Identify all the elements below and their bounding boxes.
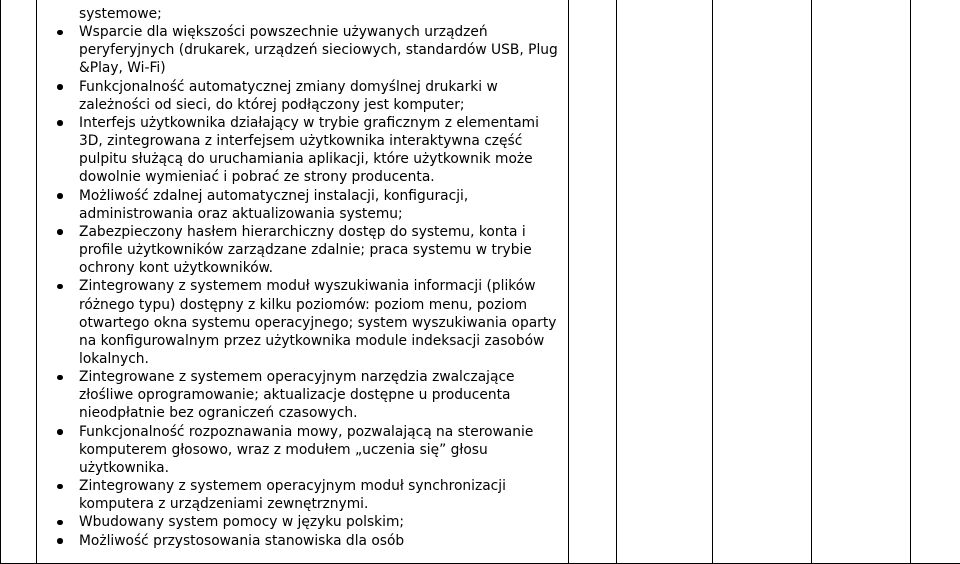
empty-cell (617, 0, 713, 564)
list-item (57, 277, 564, 368)
list-item-text: Zintegrowany z systemem moduł wyszukiwania informacji (plików różnego typu) dostępny z kilku poziomów: poziom menu, poziom otwartego okna systemu operacyjnego; system wyszukiwania oparty na konfigurowalnym przez użytkownika module indeksacji zasobów lokalnych. (79, 277, 564, 368)
list-item (57, 513, 564, 531)
lp-cell (1, 0, 37, 564)
list-item-text: Zintegrowany z systemem operacyjnym moduł synchronizacji komputera z urządzeniami zewnętrznymi. (79, 477, 564, 513)
list-item-text: Funkcjonalność rozpoznawania mowy, pozwalającą na sterowanie komputerem głosowo, wraz z modułem „uczenia się” głosu użytkownika. (79, 423, 564, 477)
list-item-text: Możliwość zdalnej automatycznej instalacji, konfiguracji, administrowania oraz aktualizowania systemu; (79, 187, 564, 223)
list-item (57, 223, 564, 277)
list-item (57, 368, 564, 422)
list-item-text: Wbudowany system pomocy w języku polskim; (79, 513, 564, 531)
requirements-list (57, 5, 564, 550)
list-item-text: systemowe; (79, 5, 564, 23)
list-item-text: Możliwość przystosowania stanowiska dla osób (79, 532, 564, 550)
list-item (57, 23, 564, 77)
empty-cell (713, 0, 812, 564)
list-item-text: Interfejs użytkownika działający w trybie graficznym z elementami 3D, zintegrowana z interfejsem użytkownika interaktywna część pulpitu służącą do uruchamiania aplikacji, które użytkownik może dowolnie wymieniać i pobrać ze strony producenta. (79, 114, 564, 187)
requirements-cell (37, 0, 569, 564)
list-item-text: Zabezpieczony hasłem hierarchiczny dostęp do systemu, konta i profile użytkowników zarządzane zdalnie; praca systemu w trybie ochrony kont użytkowników. (79, 223, 564, 277)
empty-cell (812, 0, 911, 564)
list-item (57, 5, 564, 23)
list-item (57, 78, 564, 114)
list-item-text: Zintegrowane z systemem operacyjnym narzędzia zwalczające złośliwe oprogramowanie; aktualizacje dostępne u producenta nieodpłatnie bez ograniczeń czasowych. (79, 368, 564, 422)
list-item-text: Wsparcie dla większości powszechnie używanych urządzeń peryferyjnych (drukarek, urządzeń sieciowych, standardów USB, Plug &Play, Wi-Fi) (79, 23, 564, 77)
empty-cell (911, 0, 960, 564)
list-item (57, 423, 564, 477)
list-item (57, 532, 564, 550)
list-item (57, 114, 564, 187)
list-item (57, 187, 564, 223)
empty-cell (569, 0, 617, 564)
list-item-text: Funkcjonalność automatycznej zmiany domyślnej drukarki w zależności od sieci, do której podłączony jest komputer; (79, 78, 564, 114)
table-row (1, 0, 960, 564)
list-item (57, 477, 564, 513)
